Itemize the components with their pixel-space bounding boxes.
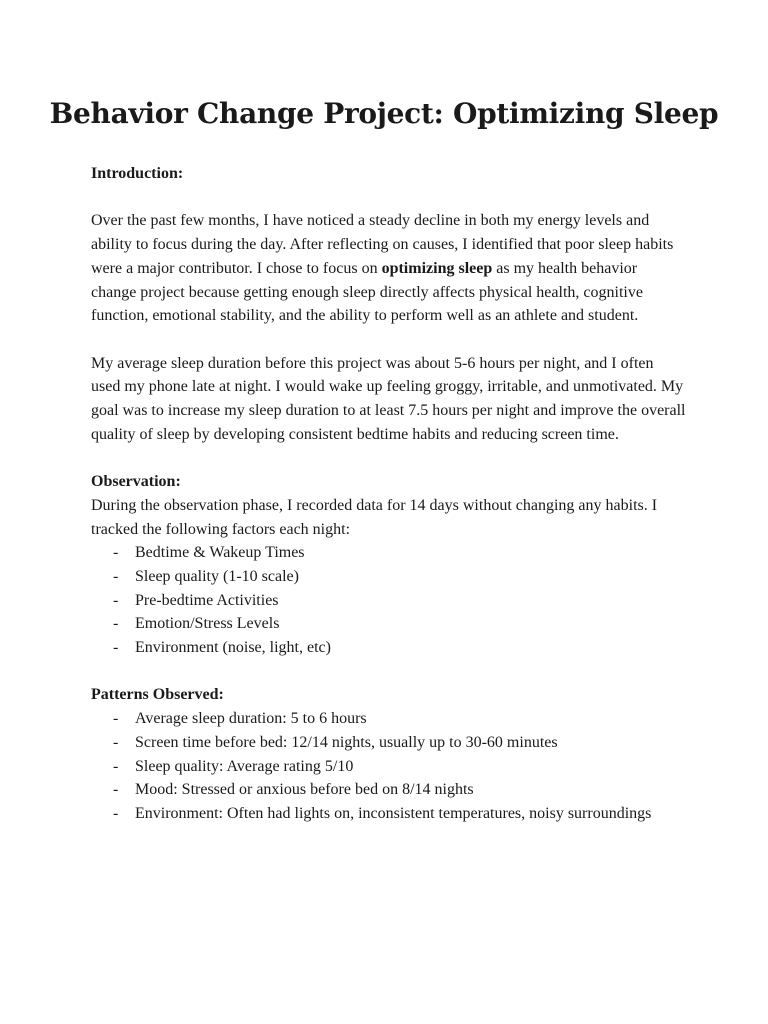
patterns-heading: Patterns Observed: <box>91 686 224 704</box>
list-item-text: Sleep quality (1-10 scale) <box>135 567 299 585</box>
dash-bullet: - <box>113 804 119 822</box>
spacer <box>91 660 686 684</box>
observation-list <box>91 541 686 660</box>
list-item <box>113 707 686 731</box>
list-item <box>113 636 686 660</box>
dash-bullet: - <box>113 733 119 751</box>
dash-bullet: - <box>113 615 119 633</box>
dash-bullet: - <box>113 544 119 562</box>
dash-bullet: - <box>113 710 119 728</box>
list-item <box>113 802 686 826</box>
list-item-text: Environment: Often had lights on, inconsistent temperatures, noisy surroundings <box>135 804 652 822</box>
list-item <box>113 731 686 755</box>
dash-bullet: - <box>113 757 119 775</box>
emphasis-text: optimizing sleep <box>381 259 493 277</box>
list-item <box>113 589 686 613</box>
dash-bullet: - <box>113 591 119 609</box>
spacer <box>91 328 686 352</box>
observation-heading: Observation: <box>91 473 181 491</box>
list-item-text: Average sleep duration: 5 to 6 hours <box>135 710 367 728</box>
list-item-text: Bedtime & Wakeup Times <box>135 544 305 562</box>
spacer <box>91 446 686 470</box>
list-item-text: Pre-bedtime Activities <box>135 591 279 609</box>
list-item <box>113 541 686 565</box>
list-item-text: Sleep quality: Average rating 5/10 <box>135 757 354 775</box>
list-item-text: Mood: Stressed or anxious before bed on 8/14 nights <box>135 781 474 799</box>
list-item-text: Environment (noise, light, etc) <box>135 639 331 657</box>
patterns-list <box>91 707 686 826</box>
list-item <box>113 778 686 802</box>
paragraph-text: as my health behavior change project because getting enough sleep directly affects physical health, cognitive function, emotional stability, and the ability to perform well as an athlete and student. <box>91 259 643 325</box>
dash-bullet: - <box>113 639 119 657</box>
paragraph-text: Over the past few months, I have noticed a steady decline in both my energy levels and ability to focus during the day. After reflecting on causes, I identified that poor sleep habits were a major contributor. I chose to focus on <box>91 212 674 277</box>
document-title: Behavior Change Project: Optimizing Sleep <box>49 97 719 130</box>
spacer <box>91 186 686 210</box>
introduction-paragraph-2: My average sleep duration before this project was about 5-6 hours per night, and I often used my phone late at night. I would wake up feeling groggy, irritable, and unmotivated. My goal was to increase my sleep duration to at least 7.5 hours per night and improve the overall quality of sleep by developing consistent bedtime habits and reducing screen time. <box>91 354 686 443</box>
observation-intro: During the observation phase, I recorded data for 14 days without changing any habits. I tracked the following factors each night: <box>91 496 658 538</box>
introduction-heading: Introduction: <box>91 165 184 182</box>
list-item <box>113 612 686 636</box>
list-item <box>113 565 686 589</box>
introduction-paragraph-1 <box>91 209 686 328</box>
list-item <box>113 755 686 779</box>
dash-bullet: - <box>113 567 119 585</box>
list-item-text: Emotion/Stress Levels <box>135 615 280 633</box>
document-body <box>91 162 686 826</box>
dash-bullet: - <box>113 781 119 799</box>
list-item-text: Screen time before bed: 12/14 nights, usually up to 30-60 minutes <box>135 733 558 751</box>
